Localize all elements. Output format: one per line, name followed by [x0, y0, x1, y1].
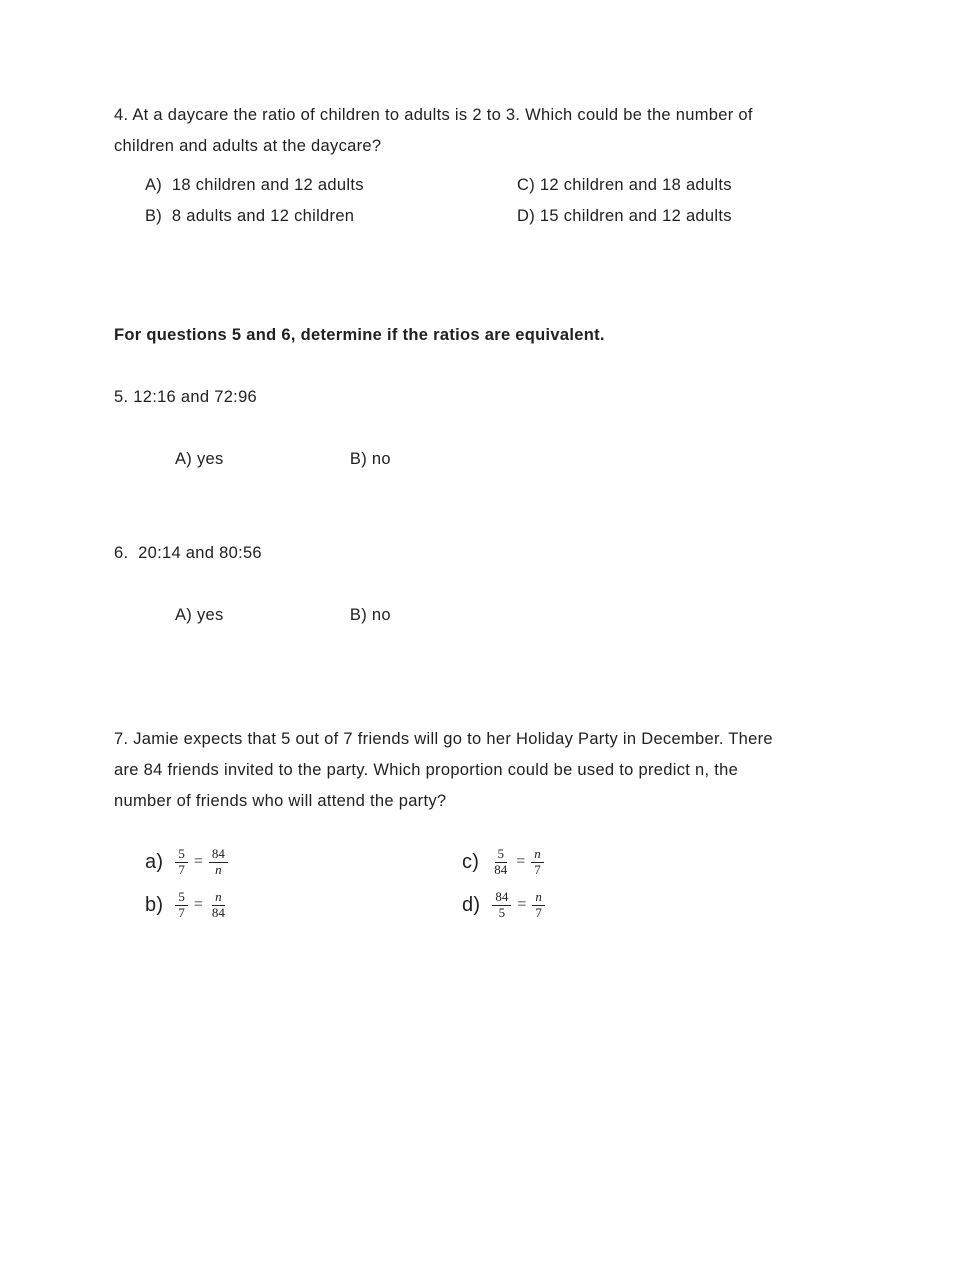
- q7-option-c: [462, 847, 889, 878]
- q7-option-a: [145, 847, 462, 878]
- q7-option-b: [145, 890, 462, 921]
- q7-option-a-equation: [175, 847, 228, 878]
- q4-prompt-line-1: 4. At a daycare the ratio of children to adults is 2 to 3. Which could be the number of: [114, 106, 753, 124]
- question-6: [114, 538, 889, 631]
- fraction-numerator: 5: [175, 890, 188, 906]
- question-7: [114, 724, 889, 921]
- q5-option-no: B) no: [349, 450, 391, 468]
- q7-option-d: [462, 890, 889, 921]
- equals-sign: =: [516, 853, 526, 871]
- q4-option-a: A) 18 children and 12 adults: [145, 176, 364, 194]
- fraction-denominator: n: [215, 861, 222, 877]
- q7-option-c-label: c): [462, 850, 480, 873]
- q4-options: [114, 170, 889, 232]
- page-content: [114, 100, 889, 921]
- q7-option-b-label: b): [145, 893, 164, 916]
- fraction-denominator: 84: [494, 861, 508, 877]
- fraction-denominator: 7: [534, 861, 541, 877]
- fraction: [531, 847, 544, 878]
- equals-sign: =: [193, 853, 203, 871]
- q5-option-yes: A) yes: [175, 450, 224, 468]
- fraction: [175, 847, 188, 878]
- q5-options: [114, 444, 889, 475]
- section-header: For questions 5 and 6, determine if the ratios are equivalent.: [114, 326, 605, 344]
- q4-option-c: C) 12 children and 18 adults: [517, 176, 732, 194]
- q5-prompt: 5. 12:16 and 72:96: [114, 388, 258, 406]
- fraction-numerator: 5: [175, 847, 188, 863]
- fraction: [492, 890, 511, 921]
- q6-prompt: 6. 20:14 and 80:56: [114, 544, 262, 562]
- equals-sign: =: [517, 896, 527, 914]
- fraction-numerator: 5: [495, 847, 508, 863]
- q7-options: [114, 847, 889, 921]
- q4-option-d: D) 15 children and 12 adults: [517, 207, 732, 225]
- equals-sign: =: [193, 896, 203, 914]
- fraction-denominator: 7: [535, 904, 542, 920]
- fraction: [209, 847, 228, 878]
- fraction: [175, 890, 188, 921]
- fraction-numerator: n: [532, 890, 545, 906]
- q7-option-d-equation: [492, 890, 545, 921]
- fraction-denominator: 84: [211, 904, 225, 920]
- q6-option-yes: A) yes: [175, 606, 224, 624]
- question-4: [114, 100, 889, 232]
- fraction-numerator: n: [531, 847, 544, 863]
- fraction-denominator: 7: [178, 861, 185, 877]
- q6-options: [114, 600, 889, 631]
- fraction: [491, 847, 510, 878]
- q7-option-c-equation: [491, 847, 544, 878]
- q7-prompt-line-2: are 84 friends invited to the party. Which proportion could be used to predict n, the: [114, 761, 739, 779]
- fraction: [532, 890, 545, 921]
- q7-prompt-line-3: number of friends who will attend the party?: [114, 792, 447, 810]
- fraction-denominator: 7: [178, 904, 185, 920]
- q4-prompt-line-2: children and adults at the daycare?: [114, 137, 382, 155]
- q7-option-b-equation: [175, 890, 228, 921]
- q6-option-no: B) no: [349, 606, 391, 624]
- fraction-denominator: 5: [498, 904, 506, 920]
- fraction-numerator: 84: [492, 890, 511, 906]
- fraction-numerator: n: [212, 890, 225, 906]
- q4-option-b: B) 8 adults and 12 children: [145, 207, 355, 225]
- fraction-numerator: 84: [209, 847, 228, 863]
- q7-prompt-line-1: 7. Jamie expects that 5 out of 7 friends will go to her Holiday Party in December. There: [114, 730, 773, 748]
- fraction: [209, 890, 228, 921]
- q7-option-d-label: d): [462, 893, 481, 916]
- q7-option-a-label: a): [145, 850, 164, 873]
- question-5: [114, 382, 889, 475]
